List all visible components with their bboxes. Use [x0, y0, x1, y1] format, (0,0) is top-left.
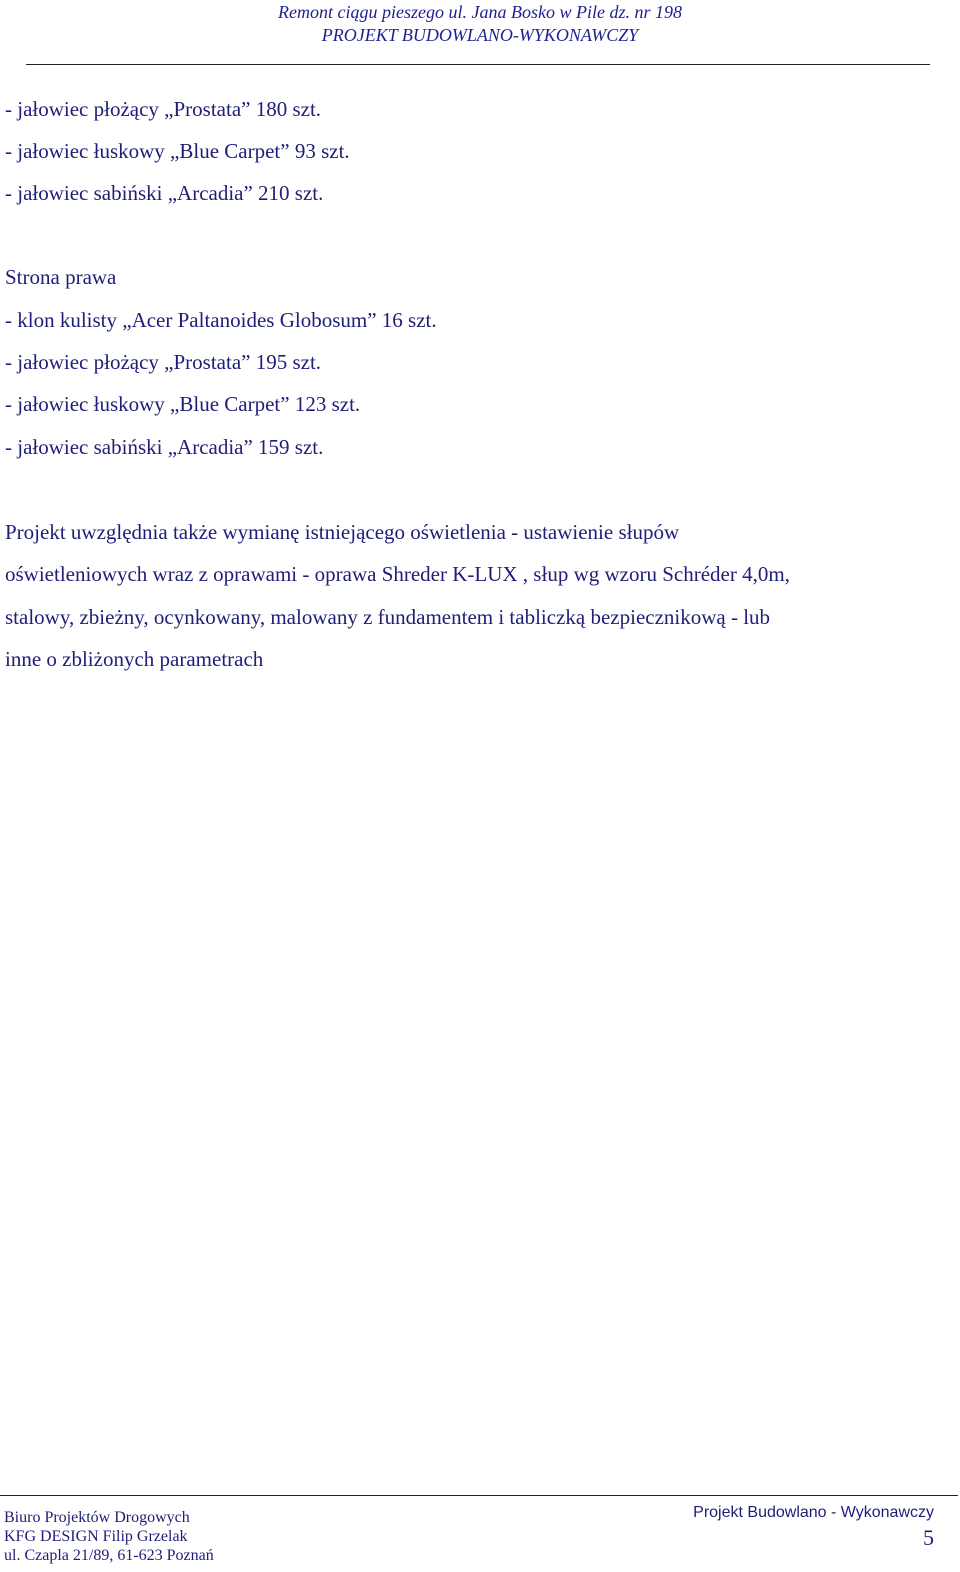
- footer-divider: [0, 1495, 958, 1496]
- footer-company-name: Biuro Projektów Drogowych: [4, 1509, 190, 1526]
- footer-company-brand: KFG DESIGN Filip Grzelak: [4, 1528, 188, 1545]
- paragraph-line: Projekt uwzględnia także wymianę istniejącego oświetlenia - ustawienie słupów: [5, 520, 680, 544]
- section-heading: Strona prawa: [5, 265, 117, 289]
- header-divider: [26, 64, 930, 65]
- paragraph-line: inne o zbliżonych parametrach: [5, 647, 264, 671]
- page-number: 5: [923, 1525, 934, 1550]
- list-item: - klon kulisty „Acer Paltanoides Globosum” 16 szt.: [5, 308, 437, 332]
- paragraph-line: stalowy, zbieżny, ocynkowany, malowany z fundamentem i tabliczką bezpiecznikową - lub: [5, 605, 771, 629]
- list-item: - jałowiec sabiński „Arcadia” 159 szt.: [5, 435, 324, 459]
- footer-document-type: Projekt Budowlano - Wykonawczy: [693, 1504, 934, 1521]
- list-item: - jałowiec łuskowy „Blue Carpet” 123 szt.: [5, 392, 361, 416]
- list-item: - jałowiec płożący „Prostata” 195 szt.: [5, 350, 322, 374]
- list-item: - jałowiec płożący „Prostata” 180 szt.: [5, 97, 322, 121]
- header-title: Remont ciągu pieszego ul. Jana Bosko w Pile dz. nr 198: [278, 2, 682, 22]
- list-item: - jałowiec łuskowy „Blue Carpet” 93 szt.: [5, 139, 350, 163]
- footer-company-address: ul. Czapla 21/89, 61-623 Poznań: [4, 1547, 214, 1564]
- paragraph-line: oświetleniowych wraz z oprawami - oprawa Shreder K-LUX , słup wg wzoru Schréder 4,0m,: [5, 562, 790, 586]
- list-item: - jałowiec sabiński „Arcadia” 210 szt.: [5, 181, 324, 205]
- header-subtitle: PROJEKT BUDOWLANO-WYKONAWCZY: [321, 25, 639, 45]
